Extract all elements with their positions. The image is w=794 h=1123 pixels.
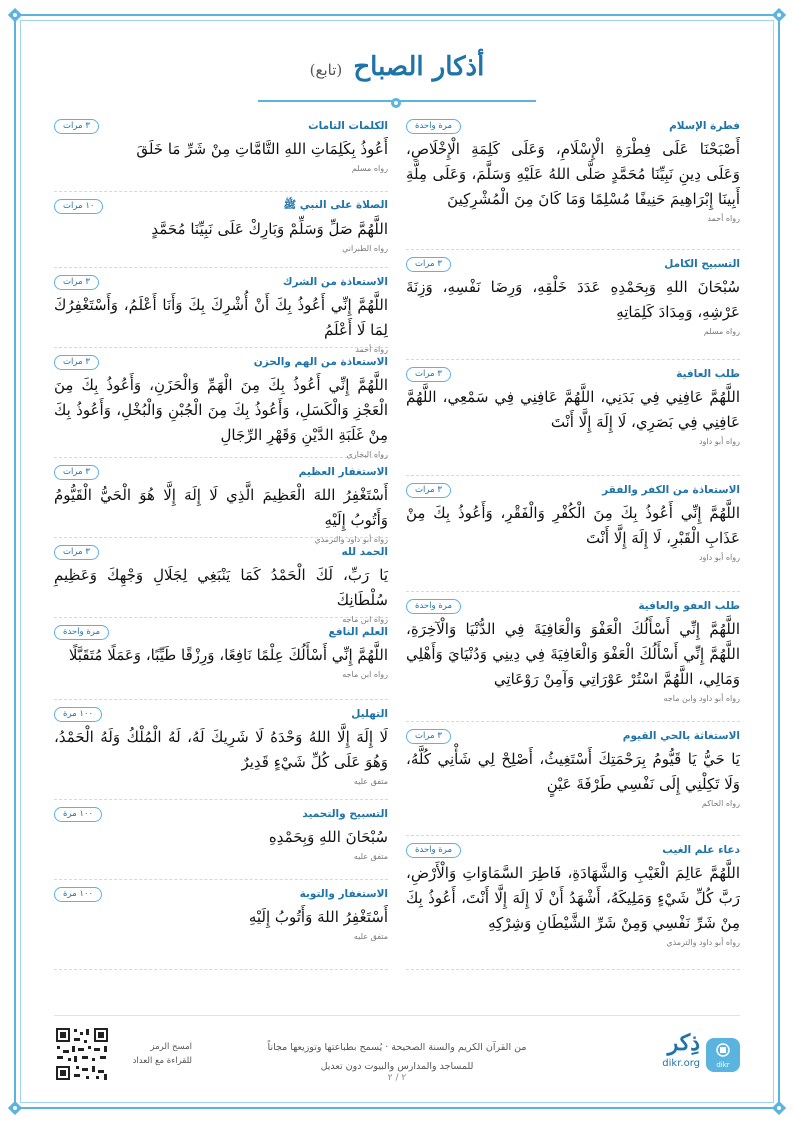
repeat-count-badge: ٣ مرات	[406, 483, 451, 498]
dhikr-title: فطرة الإسلام	[669, 120, 740, 132]
dhikr-source: رواه أبو داود والترمذي	[314, 535, 388, 544]
dhikr-text: اللَّهُمَّ إِنِّي أَعُوذُ بِكَ مِنَ الْهَمِّ وَالْحَزَنِ، وَأَعُوذُ بِكَ مِنَ الْعَجْزِ وَالْكَسَلِ، وَأَعُوذُ بِكَ مِنَ الْجُبْنِ وَالْبُخْلِ، وَأَعُوذُ بِكَ مِنْ غَلَبَةِ الدَّيْنِ وَقَهْرِ الرِّجَالِ	[54, 376, 388, 444]
dhikr-text: أَعُوذُ بِكَلِمَاتِ اللهِ التَّامَّاتِ مِنْ شَرِّ مَا خَلَقَ	[136, 140, 388, 158]
dhikr-title: العلم النافع	[328, 626, 388, 638]
corner-ornament-icon	[8, 1101, 22, 1115]
dhikr-text: يَا رَبِّ، لَكَ الْحَمْدُ كَمَا يَنْبَغِي لِجَلَالِ وَجْهِكَ وَعَظِيمِ سُلْطَانِكَ	[54, 566, 388, 609]
dhikr-header	[406, 118, 740, 134]
divider-ornament-icon	[390, 94, 402, 106]
dhikr-item	[406, 592, 740, 722]
dhikr-header	[54, 354, 388, 370]
dhikr-header	[406, 482, 740, 498]
repeat-count-badge: ٣ مرات	[54, 355, 99, 370]
dhikr-item	[54, 800, 388, 880]
dhikr-item	[54, 192, 388, 268]
dhikr-text: لَا إِلَهَ إِلَّا اللهُ وَحْدَهُ لَا شَرِيكَ لَهُ، لَهُ الْمُلْكُ وَلَهُ الْحَمْدُ، وَهُوَ عَلَى كُلِّ شَيْءٍ قَدِيرٌ	[54, 728, 388, 771]
repeat-count-badge: ٣ مرات	[54, 465, 99, 480]
corner-ornament-icon	[772, 1101, 786, 1115]
repeat-count-badge: مرة واحدة	[406, 843, 461, 858]
dhikr-title: الحمد لله	[341, 546, 388, 558]
dhikr-item	[406, 250, 740, 360]
dhikr-text: اللَّهُمَّ إِنِّي أَعُوذُ بِكَ أَنْ أُشْرِكَ بِكَ وَأَنَا أَعْلَمُ، وَأَسْتَغْفِرُكَ لِمَا لَا أَعْلَمُ	[54, 296, 388, 339]
dhikr-title: التسبيح الكامل	[664, 258, 740, 270]
dhikr-header	[54, 464, 388, 480]
dhikr-header	[54, 624, 388, 640]
dhikr-header	[54, 118, 388, 134]
repeat-count-badge: ١٠ مرات	[54, 199, 103, 214]
page-header	[0, 52, 794, 82]
repeat-count-badge: ٣ مرات	[54, 119, 99, 134]
footer-divider	[54, 1015, 740, 1016]
dhikr-title: الاستعاذة من الشرك	[282, 276, 388, 288]
dhikr-source: رواه ابن ماجه	[342, 670, 388, 679]
dhikr-source: رواه مسلم	[351, 164, 388, 173]
dhikr-header	[54, 806, 388, 822]
page-title: أذكار الصباح	[353, 52, 485, 82]
dhikr-item	[406, 722, 740, 836]
repeat-count-badge: ٣ مرات	[406, 729, 451, 744]
dhikr-source: رواه مسلم	[703, 327, 740, 336]
dhikr-source: رواه الحاكم	[701, 799, 740, 808]
dhikr-source: رواه أحمد	[707, 214, 740, 223]
dhikr-item	[54, 880, 388, 970]
dhikr-header	[54, 198, 388, 214]
dhikr-title: الصلاة على النبي ﷺ	[283, 198, 388, 211]
dhikr-text: اللَّهُمَّ إِنِّي أَسْأَلُكَ الْعَفْوَ وَالْعَافِيَةَ فِي الدُّنْيَا وَالْآخِرَةِ، اللَّهُمَّ إِنِّي أَسْأَلُكَ الْعَفْوَ وَالْعَافِيَةَ فِي دِينِي وَدُنْيَايَ وَأَهْلِي وَمَالِي، اللَّهُمَّ اسْتُرْ عَوْرَاتِي وَآمِنْ رَوْعَاتِي	[406, 620, 740, 688]
dhikr-title: طلب العفو والعافية	[638, 600, 740, 612]
corner-ornament-icon	[8, 8, 22, 22]
dhikr-title: التسبيح والتحميد	[302, 808, 388, 820]
dhikr-text: اللَّهُمَّ إِنِّي أَعُوذُ بِكَ مِنَ الْكُفْرِ وَالْفَقْرِ، وَأَعُوذُ بِكَ مِنْ عَذَابِ الْقَبْرِ، لَا إِلَهَ إِلَّا أَنْتَ	[406, 504, 740, 547]
dhikr-text: سُبْحَانَ اللهِ وَبِحَمْدِهِ	[268, 828, 388, 846]
dhikr-header	[54, 274, 388, 290]
dhikr-source: رواه أبو داود وابن ماجه	[663, 694, 740, 703]
repeat-count-badge: ٣ مرات	[406, 257, 451, 272]
dhikr-item	[54, 538, 388, 624]
footer-line-2: للمساجد والمدارس والبيوت دون تعديل	[320, 1061, 474, 1072]
dhikr-item	[406, 476, 740, 592]
right-column	[406, 112, 740, 970]
repeat-count-badge: ٣ مرات	[54, 275, 99, 290]
dhikr-header	[54, 886, 388, 902]
dhikr-header	[406, 256, 740, 272]
site-url[interactable]: dikr.org	[662, 1058, 700, 1069]
dhikr-text: اللَّهُمَّ عَالِمَ الْغَيْبِ وَالشَّهَادَةِ، فَاطِرَ السَّمَاوَاتِ وَالْأَرْضِ، رَبَّ كُلِّ شَيْءٍ وَمَلِيكَهُ، أَشْهَدُ أَنْ لَا إِلَهَ إِلَّا أَنْتَ، أَعُوذُ بِكَ مِنْ شَرِّ نَفْسِي وَمِنْ شَرِّ الشَّيْطَانِ وَشِرْكِهِ	[406, 864, 740, 932]
repeat-count-badge: ١٠٠ مرة	[54, 887, 102, 902]
dhikr-text: سُبْحَانَ اللهِ وَبِحَمْدِهِ عَدَدَ خَلْقِهِ، وَرِضَا نَفْسِهِ، وَزِنَةَ عَرْشِهِ، وَمِدَادَ كَلِمَاتِهِ	[406, 278, 740, 321]
dikr-logo-icon: dikr	[706, 1038, 740, 1072]
repeat-count-badge: ٣ مرات	[54, 545, 99, 560]
repeat-count-badge: مرة واحدة	[406, 599, 461, 614]
dhikr-header	[406, 366, 740, 382]
dhikr-title: الاستغفار والتوبة	[299, 888, 388, 900]
dhikr-source: رواه أبو داود	[698, 553, 740, 562]
dhikr-item	[406, 112, 740, 250]
dhikr-item	[406, 836, 740, 970]
repeat-count-badge: ٣ مرات	[406, 367, 451, 382]
dhikr-item	[54, 348, 388, 458]
logo-wordmark: ذِكر	[667, 1030, 700, 1056]
corner-ornament-icon	[772, 8, 786, 22]
repeat-count-badge: مرة واحدة	[406, 119, 461, 134]
dhikr-text: يَا حَيُّ يَا قَيُّومُ بِرَحْمَتِكَ أَسْتَغِيثُ، أَصْلِحْ لِي شَأْنِي كُلَّهُ، وَلَا تَكِلْنِي إِلَى نَفْسِي طَرْفَةَ عَيْنٍ	[406, 750, 740, 793]
dhikr-text: أَسْتَغْفِرُ اللهَ وَأَتُوبُ إِلَيْهِ	[248, 908, 388, 926]
dhikr-text: اللَّهُمَّ صَلِّ وَسَلِّمْ وَبَارِكْ عَلَى نَبِيِّنَا مُحَمَّدٍ	[151, 220, 388, 238]
dhikr-title: الاستعاذة من الكفر والفقر	[602, 484, 740, 496]
dhikr-item	[54, 700, 388, 800]
dhikr-text: اللَّهُمَّ عَافِنِي فِي بَدَنِي، اللَّهُمَّ عَافِنِي فِي سَمْعِي، اللَّهُمَّ عَافِنِي فِي بَصَرِي، لَا إِلَهَ إِلَّا أَنْتَ	[406, 388, 740, 431]
dhikr-item	[54, 618, 388, 700]
dhikr-text: اللَّهُمَّ إِنِّي أَسْأَلُكَ عِلْمًا نَافِعًا، وَرِزْقًا طَيِّبًا، وَعَمَلًا مُتَقَبَّلًا	[68, 646, 388, 664]
dhikr-source: متفق عليه	[353, 777, 388, 786]
dhikr-text: أَصْبَحْنَا عَلَى فِطْرَةِ الْإِسْلَامِ، وَعَلَى كَلِمَةِ الْإِخْلَاصِ، وَعَلَى دِينِ نَبِيِّنَا مُحَمَّدٍ صَلَّى اللهُ عَلَيْهِ وَسَلَّمَ، وَعَلَى مِلَّةِ أَبِينَا إِبْرَاهِيمَ حَنِيفًا مُسْلِمًا وَمَا كَانَ مِنَ الْمُشْرِكِينَ	[406, 140, 740, 208]
repeat-count-badge: ١٠٠ مرة	[54, 807, 102, 822]
dhikr-title: طلب العافية	[676, 368, 740, 380]
dhikr-source: رواه أحمد	[355, 345, 388, 354]
qr-caption: امسح الرمز للقراءة مع العداد	[132, 1042, 192, 1066]
dhikr-source: رواه الطبراني	[342, 244, 388, 253]
dhikr-header	[54, 544, 388, 560]
dhikr-header	[406, 598, 740, 614]
footer-line-1: من القرآن الكريم والسنة الصحيحة · يُسمح بطباعتها وتوزيعها مجاناً	[267, 1042, 527, 1053]
dhikr-title: التهليل	[351, 708, 388, 720]
dhikr-header	[406, 728, 740, 744]
dhikr-source: رواه البخاري	[346, 450, 388, 459]
repeat-count-badge: ١٠٠ مرة	[54, 707, 102, 722]
dhikr-item	[54, 268, 388, 354]
dhikr-title: الاستغاثة بالحي القيوم	[622, 730, 740, 742]
dhikr-source: متفق عليه	[353, 852, 388, 861]
dhikr-title: الاستعاذة من الهم والحزن	[253, 356, 388, 368]
dhikr-title: دعاء علم الغيب	[662, 844, 740, 856]
dhikr-source: رواه أبو داود والترمذي	[666, 938, 740, 947]
repeat-count-badge: مرة واحدة	[54, 625, 109, 640]
dhikr-source: رواه ابن ماجه	[342, 615, 388, 624]
dhikr-item	[54, 458, 388, 544]
dhikr-text: أَسْتَغْفِرُ اللهَ الْعَظِيمَ الَّذِي لَا إِلَهَ إِلَّا هُوَ الْحَيُّ الْقَيُّومُ وَأَتُوبُ إِلَيْهِ	[54, 486, 388, 529]
dhikr-title: الاستغفار العظيم	[298, 466, 388, 478]
dhikr-item	[54, 112, 388, 192]
dhikr-item	[406, 360, 740, 476]
dhikr-header	[54, 706, 388, 722]
dhikr-source: رواه أبو داود	[698, 437, 740, 446]
left-column	[54, 112, 388, 970]
dhikr-header	[406, 842, 740, 858]
page-number: ٢ / ٢	[387, 1073, 407, 1083]
dhikr-title: الكلمات التامات	[308, 120, 388, 132]
page-subtitle: (تابع)	[309, 61, 343, 79]
dhikr-source: متفق عليه	[353, 932, 388, 941]
